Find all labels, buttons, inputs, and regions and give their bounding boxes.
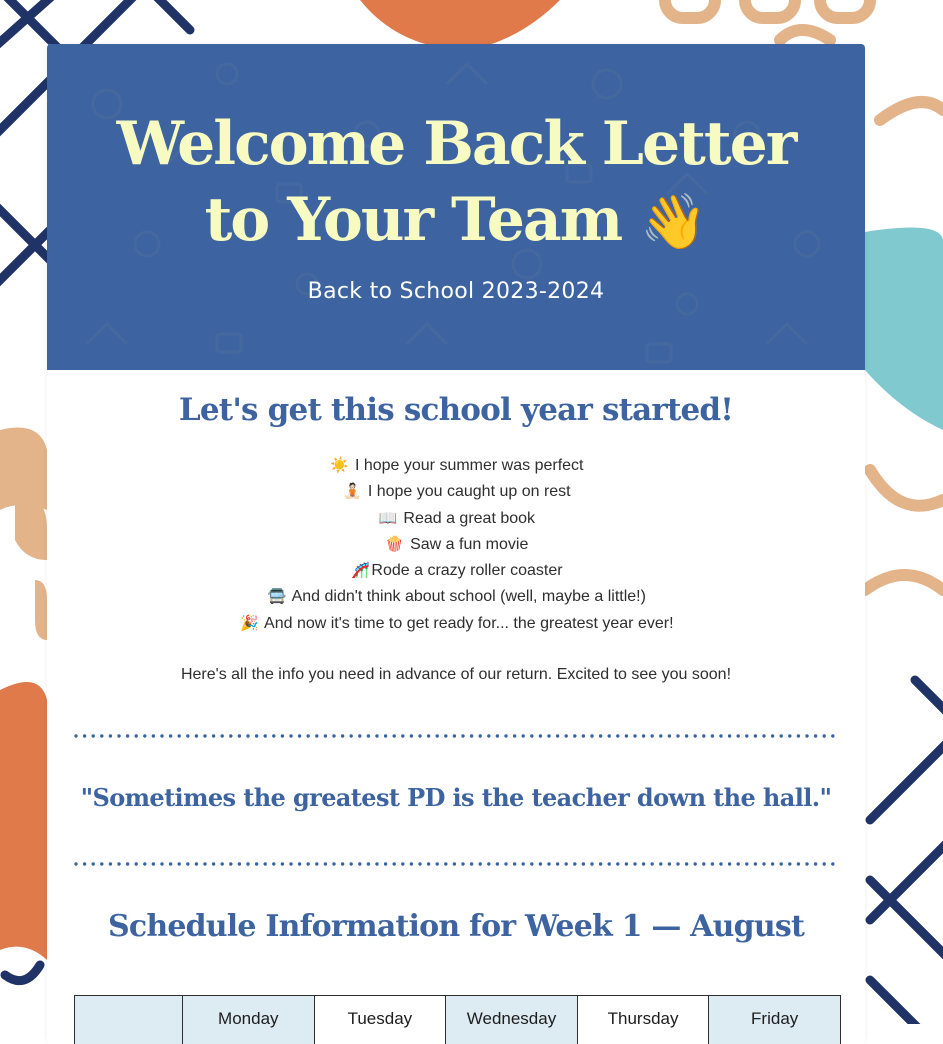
meditating-person-icon: 🧘🏻 [341,479,363,505]
intro-list [47,453,865,637]
table-header-row [75,996,841,1044]
column-header-thursday: Thursday [577,996,709,1044]
open-book-icon: 📖 [377,506,399,532]
waving-hand-icon: 👋 [640,183,707,259]
quote-text: "Sometimes the greatest PD is the teacher down the hall." [47,780,865,816]
list-item [47,584,865,610]
column-header-friday: Friday [709,996,841,1044]
list-item-text: And now it's time to get ready for... the greatest year ever! [264,615,673,632]
header-banner [47,44,865,370]
popcorn-icon: 🍿 [384,532,406,558]
column-header-monday: Monday [183,996,315,1044]
intro-note: Here's all the info you need in advance of our return. Excited to see you soon! [47,663,865,687]
schedule-heading: Schedule Information for Week 1 — August [47,906,865,948]
table-corner-cell [75,996,183,1044]
bus-icon: 🚍 [266,584,288,610]
list-item [47,479,865,505]
list-item [47,611,865,637]
list-item-text: Read a great book [403,510,535,527]
page-title-line2: to Your Team [205,185,622,255]
list-item [47,532,865,558]
sun-icon: ☀️ [329,453,351,479]
intro-heading: Let's get this school year started! [47,390,865,430]
list-item-text: I hope your summer was perfect [355,457,584,474]
column-header-wednesday: Wednesday [446,996,578,1044]
column-header-tuesday: Tuesday [314,996,446,1044]
list-item [47,558,865,584]
list-item-text: Rode a crazy roller coaster [371,562,562,579]
dotted-divider [73,860,839,868]
list-item [47,506,865,532]
list-item-text: I hope you caught up on rest [368,483,571,500]
list-item-text: Saw a fun movie [410,536,528,553]
schedule-table [74,995,841,1044]
page-subtitle: Back to School 2023-2024 [47,277,865,307]
list-item [47,453,865,479]
list-item-text: And didn't think about school (well, maybe a little!) [292,588,646,605]
dotted-divider [73,732,839,740]
letter-card [47,44,865,1044]
page-title [47,106,865,259]
page-title-line1: Welcome Back Letter [117,109,796,179]
roller-coaster-icon: 🎢 [349,558,371,584]
party-popper-icon: 🎉 [238,611,260,637]
